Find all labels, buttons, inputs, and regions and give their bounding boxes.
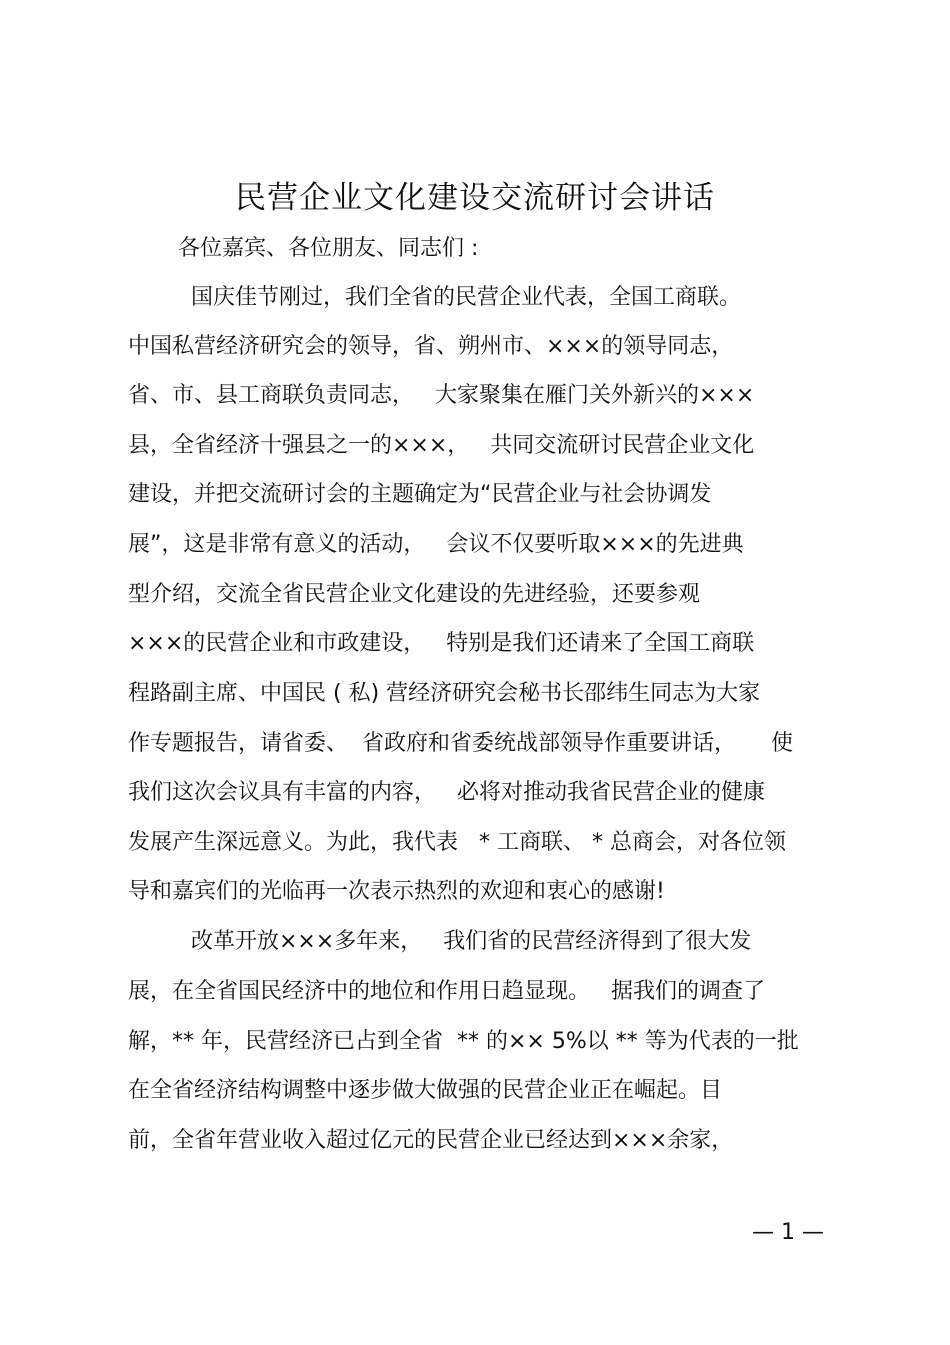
paragraph-line: 在全省经济结构调整中逐步做大做强的民营企业正在崛起。目 <box>128 1078 723 1103</box>
paragraph-line: 县，全省经济十强县之一的×××， 共同交流研讨民营企业文化 <box>128 433 755 458</box>
paragraph-line: 中国私营经济研究会的领导，省、朔州市、×××的领导同志， <box>128 334 734 359</box>
paragraph-line: 导和嘉宾们的光临再一次表示热烈的欢迎和衷心的感谢! <box>128 879 665 904</box>
paragraph-line: 程路副主席、中国民 ( 私) 营经济研究会秘书长邵纬生同志为大家 <box>128 681 761 706</box>
paragraph-line: 展，在全省国民经济中的地位和作用日趋显现。 据我们的调查了 <box>128 979 765 1004</box>
paragraph-line: 建设，并把交流研讨会的主题确定为“民营企业与社会协调发 <box>128 482 712 507</box>
paragraph-line: 改革开放×××多年来， 我们省的民营经济得到了很大发 <box>128 929 752 954</box>
paragraph-line: 国庆佳节刚过，我们全省的民营企业代表，全国工商联。 <box>128 285 741 310</box>
paragraph-line: 展”，这是非常有意义的活动， 会议不仅要听取×××的先进典 <box>128 532 744 557</box>
paragraph-line: 省、市、县工商联负责同志， 大家聚集在雁门关外新兴的××× <box>128 383 755 408</box>
paragraph-line: 发展产生深远意义。为此，我代表 * 工商联、 * 总商会，对各位领 <box>128 830 786 855</box>
paragraph-line: 前，全省年营业收入超过亿元的民营企业已经达到×××余家， <box>128 1128 734 1153</box>
paragraph-line: 型介绍，交流全省民营企业文化建设的先进经验，还要参观 <box>128 582 701 607</box>
document-title: 民营企业文化建设交流研讨会讲话 <box>235 180 715 216</box>
paragraph-line: 作专题报告，请省委、 省政府和省委统战部领导作重要讲话， 使 <box>128 731 793 756</box>
paragraph-line: 我们这次会议具有丰富的内容， 必将对推动我省民营企业的健康 <box>128 780 765 805</box>
salutation: 各位嘉宾、各位朋友、同志们 : <box>178 236 479 261</box>
paragraph-line: ×××的民营企业和市政建设， 特别是我们还请来了全国工商联 <box>128 631 755 656</box>
paragraph-line: 解，** 年，民营经济已占到全省 ** 的×× 5%以 ** 等为代表的一批 <box>128 1029 799 1054</box>
page-number: — 1 — <box>752 1220 824 1245</box>
